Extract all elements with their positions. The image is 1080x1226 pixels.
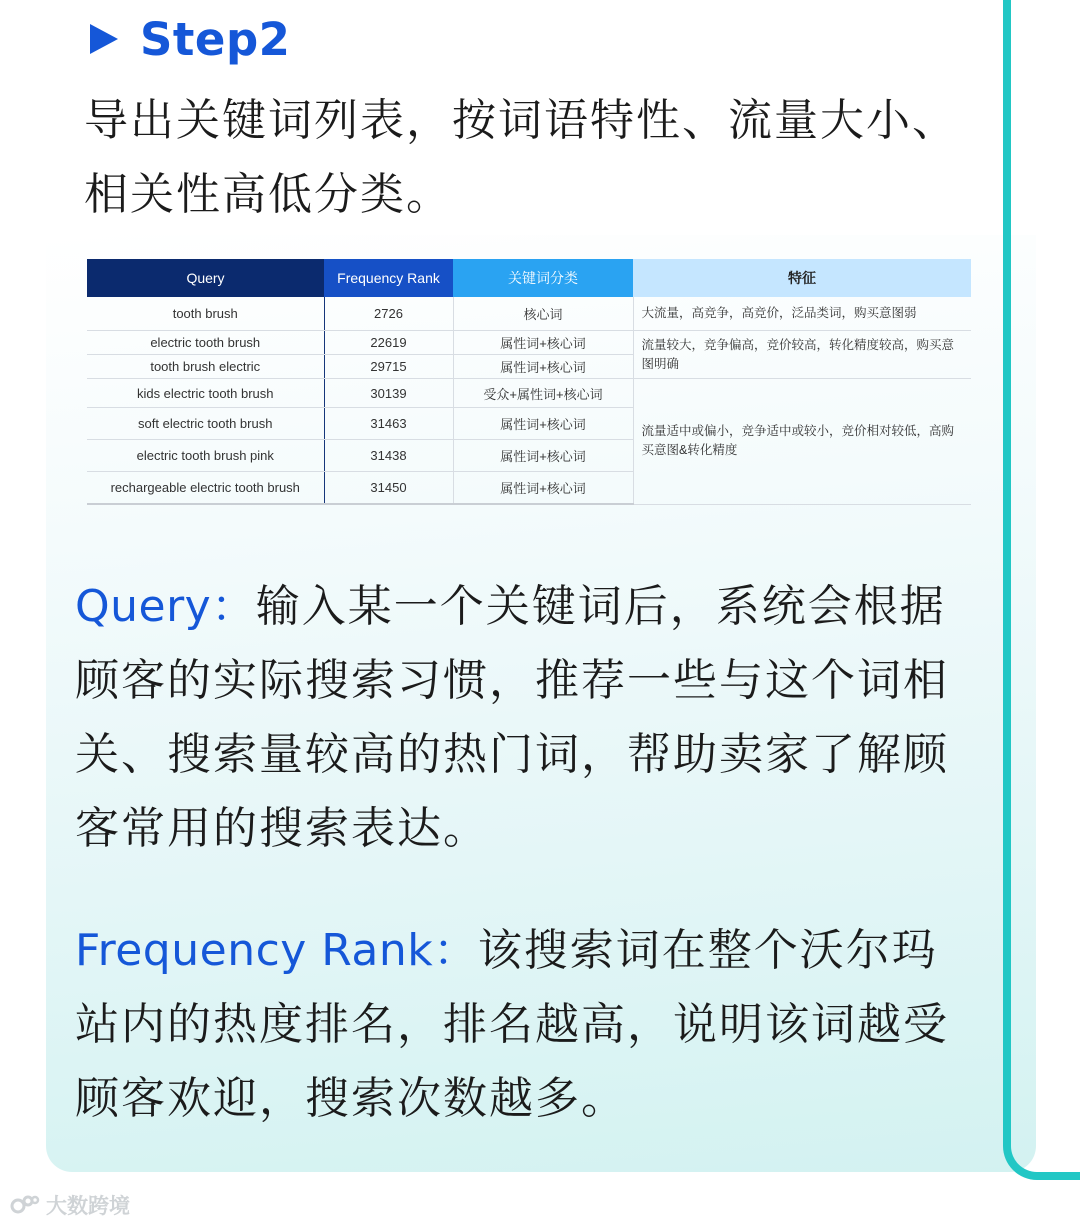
rank-cell: 31450 <box>324 472 453 505</box>
rank-explanation <box>75 914 955 1136</box>
watermark-text: 大数跨境 <box>46 1194 130 1218</box>
intro-text: 导出关键词列表，按词语特性、流量大小、相关性高低分类。 <box>84 95 958 220</box>
category-cell: 属性词+核心词 <box>453 472 633 505</box>
rank-cell: 31463 <box>324 408 453 440</box>
rank-cell: 31438 <box>324 440 453 472</box>
query-cell: tooth brush <box>87 297 324 331</box>
header-query: Query <box>87 259 324 297</box>
step-title: Step2 <box>140 12 291 66</box>
category-cell: 属性词+核心词 <box>453 408 633 440</box>
table-header-row <box>87 259 971 297</box>
step-heading <box>90 8 290 70</box>
query-cell: electric tooth brush pink <box>87 440 324 472</box>
rank-term: Frequency Rank： <box>75 925 478 976</box>
play-arrow-icon <box>90 24 118 54</box>
category-cell: 属性词+核心词 <box>453 331 633 355</box>
feature-cell: 流量较大，竞争偏高，竞价较高，转化精度较高，购买意图明确 <box>633 331 971 379</box>
category-cell: 属性词+核心词 <box>453 355 633 379</box>
table-row <box>87 297 971 331</box>
rank-cell: 29715 <box>324 355 453 379</box>
query-explanation <box>75 570 955 866</box>
feature-cell: 大流量，高竞争，高竞价，泛品类词，购买意图弱 <box>633 297 971 331</box>
query-cell: rechargeable electric tooth brush <box>87 472 324 505</box>
rank-cell: 22619 <box>324 331 453 355</box>
table-row <box>87 379 971 408</box>
query-cell: soft electric tooth brush <box>87 408 324 440</box>
decorative-frame <box>1003 0 1080 1180</box>
category-cell: 核心词 <box>453 297 633 331</box>
rank-text: 该搜索词在整个沃尔玛站内的热度排名，排名越高，说明该词越受顾客欢迎，搜索次数越多。 <box>75 925 949 1124</box>
feature-cell: 流量适中或偏小，竞争适中或较小，竞价相对较低，高购买意图&转化精度 <box>633 379 971 505</box>
query-cell: electric tooth brush <box>87 331 324 355</box>
rank-cell: 30139 <box>324 379 453 408</box>
header-category: 关键词分类 <box>453 259 633 297</box>
keyword-table <box>87 259 971 505</box>
table-row <box>87 331 971 355</box>
watermark <box>10 1188 130 1222</box>
query-text: 输入某一个关键词后，系统会根据顾客的实际搜索习惯，推荐一些与这个词相关、搜索量较高的热门词，帮助卖家了解顾客常用的搜索表达。 <box>75 581 949 854</box>
brand-logo-icon <box>10 1192 40 1218</box>
rank-cell: 2726 <box>324 297 453 331</box>
header-frequency-rank: Frequency Rank <box>324 259 453 297</box>
query-cell: tooth brush electric <box>87 355 324 379</box>
category-cell: 属性词+核心词 <box>453 440 633 472</box>
category-cell: 受众+属性词+核心词 <box>453 379 633 408</box>
header-feature: 特征 <box>633 259 971 297</box>
query-cell: kids electric tooth brush <box>87 379 324 408</box>
query-term: Query： <box>75 581 256 632</box>
